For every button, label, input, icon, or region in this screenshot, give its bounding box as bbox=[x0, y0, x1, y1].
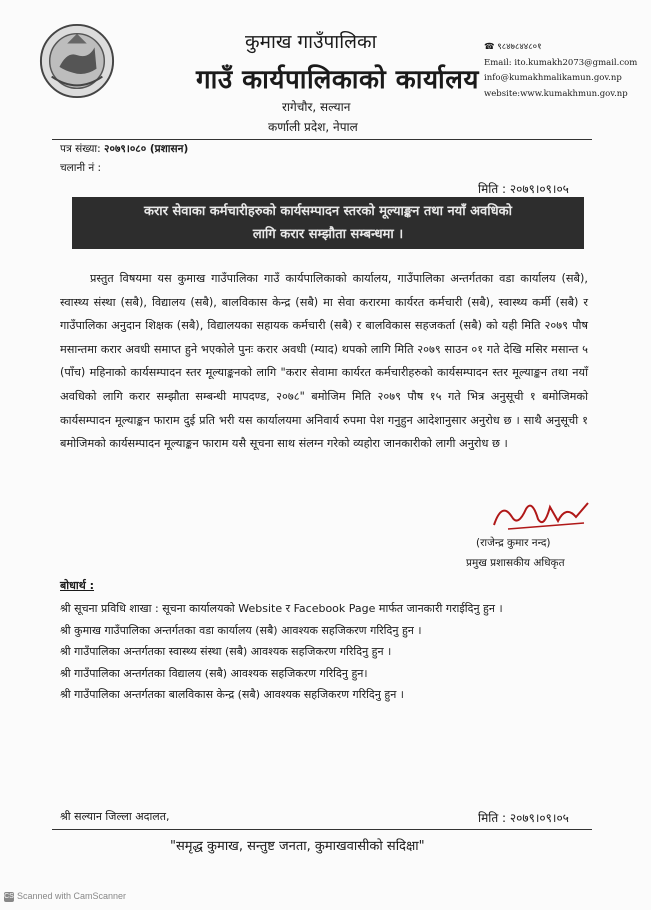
office-province: कर्णाली प्रदेश, नेपाल bbox=[268, 120, 358, 134]
scanner-label: Scanned with CamScanner bbox=[17, 891, 127, 901]
reference-number bbox=[60, 142, 188, 156]
contact-website: website:www.kumakhmun.gov.np bbox=[484, 88, 628, 99]
contact-info-email: info@kumakhmalikamun.gov.np bbox=[484, 73, 622, 83]
signatory-title: प्रमुख प्रशासकीय अधिकृत bbox=[466, 557, 565, 569]
cc-heading: बोधार्थ : bbox=[60, 579, 95, 592]
contact-phone: ☎ ९८४७८४४८०१ bbox=[484, 42, 542, 52]
scanner-watermark bbox=[4, 891, 126, 902]
contact-block bbox=[484, 40, 637, 102]
subject-line-2: लागि करार सम्झौता सम्बन्धमा । bbox=[252, 227, 404, 242]
list-item: श्री कुमाख गाउँपालिका अन्तर्गतका वडा कार्यालय (सबै) आवश्यक सहजिकरण गरिदिनु हुन । bbox=[60, 623, 422, 637]
court-recipient: श्री सल्यान जिल्ला अदालत, bbox=[60, 810, 170, 823]
subject-banner bbox=[72, 197, 584, 249]
footer-divider bbox=[52, 829, 592, 830]
letter-date: मिति : २०७९।०९।०५ bbox=[478, 182, 569, 196]
org-name: कुमाख गाउँपालिका bbox=[245, 31, 377, 53]
letter-body bbox=[60, 267, 588, 456]
cc-list bbox=[60, 598, 596, 706]
signature-icon bbox=[488, 495, 598, 533]
list-item: श्री गाउँपालिका अन्तर्गतका बालविकास केन्द्र (सबै) आवश्यक सहजिकरण गरिदिनु हुन । bbox=[60, 688, 404, 701]
header-divider bbox=[52, 139, 592, 140]
dispatch-number: चलानी नं : bbox=[60, 162, 102, 174]
subject-line-1: करार सेवाका कर्मचारीहरुको कार्यसम्पादन स्तरको मूल्याङ्कन तथा नयाँ अवधिको bbox=[144, 204, 512, 219]
body-paragraph: प्रस्तुत विषयमा यस कुमाख गाउँपालिका गाउँ कार्यपालिकाको कार्यालय, गाउँपालिका अन्तर्गतका वडा कार्यालय (सबै), स्वास्थ्य संस्था (सबै), विद्यालय (सबै), बालविकास केन्द्र (सबै) मा सेवा करारमा कार्यरत कर्मचारी (सबै), स्वास्थ्य कर्मी (सबै) र गाउँपालिका अनुदान शिक्षक (सबै), विद्यालयका सहायक कर्मचारी (सबै) र बालविकास सहजकर्ता (सबै) को यही मिति २०७९ पौष मसान्तमा करार अवधी समाप्त हुने भएकोले पुनः करार अवधी (म्याद) थपको लागि मिति २०७९ साउन ०१ गते देखि मसिर मसान्त ५ (पाँच) महिनाको कार्यसम्पादन स्तर मूल्याङ्कनको लागि "करार सेवामा कार्यरत कर्मचारीहरुको कार्यसम्पादन स्तर मूल्याङ्कन तथा नयाँ अवधिको लागि करार सम्झौता सम्बन्धी मापदण्ड, २०७८" बमोजिम मिति २०७९ पौष १५ गते भित्र अनुसूची १ बमोजिमको कार्यसम्पादन मूल्याङ्कन फाराम दुई प्रति भरी यस कार्यालयमा अनिवार्य रुपमा पेश गनुहुन आदेशानुसार अनुरोध छ । साथै अनुसूची १ बमोजिमको कार्यसम्पादन मूल्याङ्कन फाराम यसै सूचना साथ संलग्न गरेको व्यहोरा जानकारीको लागी अनुरोध छ । bbox=[60, 272, 588, 451]
office-location: रागेचौर, सल्यान bbox=[282, 100, 351, 114]
nepal-emblem-icon bbox=[38, 22, 116, 100]
reference-value: २०७९।०८० (प्रशासन) bbox=[104, 143, 189, 155]
footer-date: मिति : २०७९।०९।०५ bbox=[478, 811, 569, 825]
list-item: श्री गाउँपालिका अन्तर्गतका स्वास्थ्य संस्था (सबै) आवश्यक सहजिकरण गरिदिनु हुन । bbox=[60, 645, 392, 658]
camscanner-icon: CS bbox=[4, 892, 14, 900]
list-item: श्री सूचना प्रविधि शाखा : सूचना कार्यालयको Website र Facebook Page मार्फत जानकारी गराईदिनु हुन । bbox=[60, 602, 503, 615]
list-item: श्री गाउँपालिका अन्तर्गतका विद्यालय (सबै) आवश्यक सहजिकरण गरिदिनु हुन। bbox=[60, 666, 368, 680]
office-name: गाउँ कार्यपालिकाको कार्यालय bbox=[196, 65, 479, 95]
contact-email: Email: ito.kumakh2073@gmail.com bbox=[484, 57, 638, 68]
motto: "समृद्ध कुमाख, सन्तुष्ट जनता, कुमाखवासीको सदिक्षा" bbox=[170, 839, 425, 854]
reference-label: पत्र संख्या: bbox=[60, 143, 101, 155]
signatory-name: (राजेन्द्र कुमार नन्द) bbox=[476, 537, 551, 549]
